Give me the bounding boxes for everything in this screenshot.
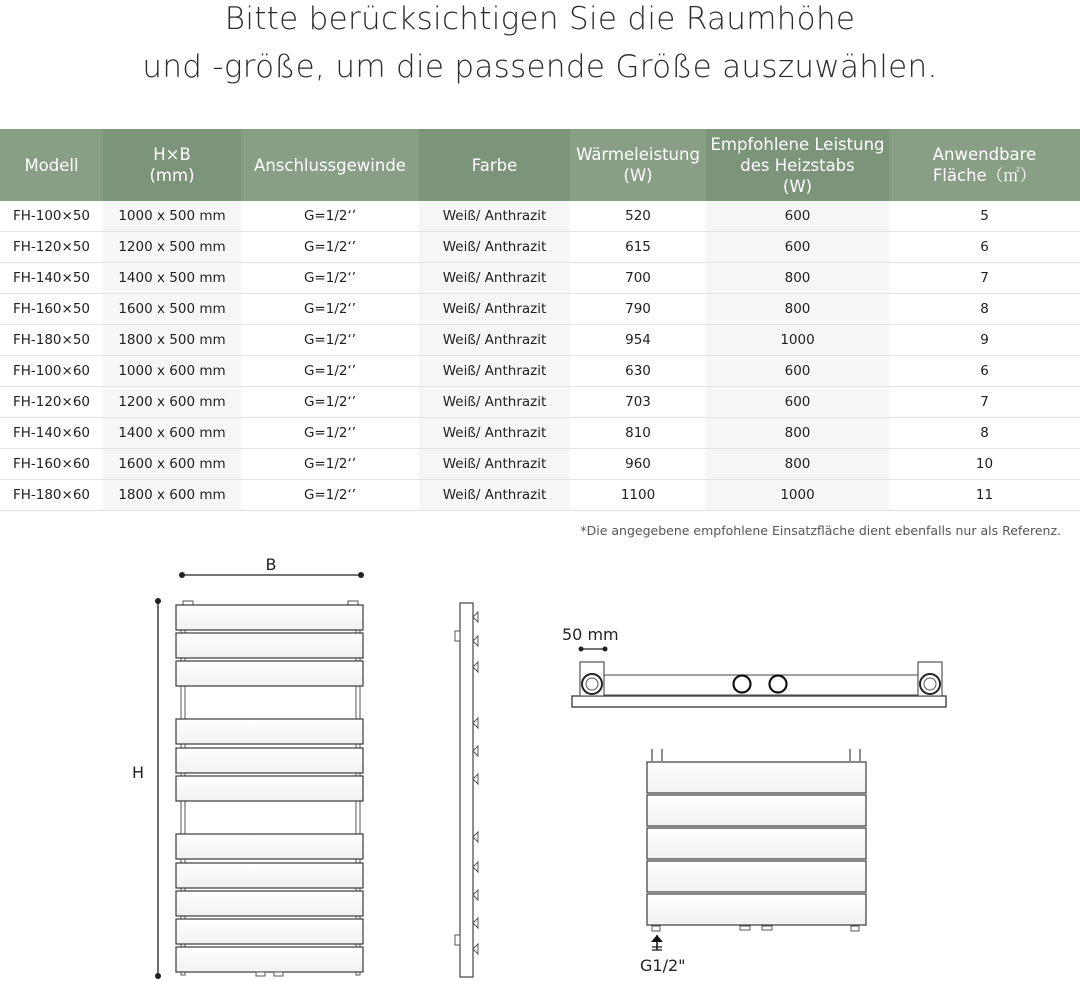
table-cell: Weiß/ Anthrazit	[419, 294, 570, 325]
table-cell: 790	[570, 294, 706, 325]
table-cell: FH-160×60	[0, 449, 103, 480]
column-header-line: (W)	[782, 176, 813, 196]
spacing-label: 50 mm	[562, 625, 619, 644]
table-cell: G=1/2‘’	[241, 449, 419, 480]
front-panel	[176, 947, 363, 972]
side-view	[455, 603, 478, 977]
column-header	[889, 129, 1080, 201]
side-bracket	[473, 918, 478, 928]
bottom-panel	[647, 828, 866, 859]
table-cell: G=1/2‘’	[241, 356, 419, 387]
side-bracket	[473, 718, 478, 728]
front-panel	[176, 891, 363, 916]
table-cell: Weiß/ Anthrazit	[419, 263, 570, 294]
table-cell: G=1/2‘’	[241, 294, 419, 325]
table-cell: 1600 x 500 mm	[103, 294, 241, 325]
table-cell: Weiß/ Anthrazit	[419, 418, 570, 449]
table-cell: 1100	[570, 480, 706, 511]
top-view	[562, 625, 946, 707]
table-row	[0, 232, 1080, 263]
table-cell: Weiß/ Anthrazit	[419, 449, 570, 480]
table-cell: 800	[706, 294, 889, 325]
column-header	[419, 129, 570, 201]
table-cell: 6	[889, 232, 1080, 263]
table-cell: 520	[570, 201, 706, 232]
table-cell: FH-100×60	[0, 356, 103, 387]
side-bracket	[473, 636, 478, 646]
table-cell: G=1/2‘’	[241, 387, 419, 418]
table-cell: G=1/2‘’	[241, 418, 419, 449]
side-bracket	[473, 944, 478, 954]
column-header-line: Fläche（㎡）	[932, 166, 1037, 185]
table-cell: 703	[570, 387, 706, 418]
front-panel	[176, 919, 363, 944]
footnote: *Die angegebene empfohlene Einsatzfläche dient ebenfalls nur als Referenz.	[580, 523, 1061, 538]
page-heading	[0, 0, 1080, 91]
table-cell: 8	[889, 418, 1080, 449]
table-row	[0, 356, 1080, 387]
column-header-line: Wärmeleistung	[576, 145, 700, 164]
table-cell: 1000	[706, 480, 889, 511]
column-header-line: (mm)	[149, 166, 195, 185]
front-view	[132, 555, 364, 979]
front-panel	[176, 776, 363, 801]
table-cell: G=1/2‘’	[241, 480, 419, 511]
front-panel	[176, 605, 363, 630]
table-cell: FH-180×60	[0, 480, 103, 511]
table-cell: 960	[570, 449, 706, 480]
column-header-line: Empfohlene Leistung	[710, 134, 885, 154]
table-header-row	[0, 129, 1080, 201]
column-header-line: des Heizstabs	[740, 155, 855, 175]
width-label: B	[265, 555, 277, 574]
table-cell: 9	[889, 325, 1080, 356]
table-cell: G=1/2‘’	[241, 325, 419, 356]
column-header	[103, 129, 241, 201]
bottom-panel	[647, 861, 866, 892]
table-row	[0, 325, 1080, 356]
column-header-line: Anwendbare	[932, 145, 1037, 164]
column-header	[0, 129, 103, 201]
table-cell: Weiß/ Anthrazit	[419, 387, 570, 418]
table-cell: Weiß/ Anthrazit	[419, 356, 570, 387]
table-cell: 7	[889, 387, 1080, 418]
table-cell: 5	[889, 201, 1080, 232]
column-header	[706, 129, 889, 201]
front-panel	[176, 719, 363, 744]
table-cell: 600	[706, 201, 889, 232]
bottom-view	[640, 749, 866, 975]
bottom-panel	[647, 894, 866, 925]
table-cell: FH-120×60	[0, 387, 103, 418]
height-label: H	[131, 763, 145, 782]
table-cell: G=1/2‘’	[241, 232, 419, 263]
table-cell: 1000	[706, 325, 889, 356]
table-cell: 810	[570, 418, 706, 449]
side-bracket	[473, 746, 478, 756]
table-cell: 8	[889, 294, 1080, 325]
table-row	[0, 449, 1080, 480]
table-cell: G=1/2‘’	[241, 263, 419, 294]
table-row	[0, 263, 1080, 294]
column-header	[570, 129, 706, 201]
bottom-panels	[647, 762, 866, 925]
table-cell: FH-140×60	[0, 418, 103, 449]
technical-drawing	[0, 545, 1080, 981]
table-cell: 1400 x 500 mm	[103, 263, 241, 294]
front-panels	[176, 605, 363, 972]
table-row	[0, 201, 1080, 232]
table-cell: 600	[706, 232, 889, 263]
side-bracket	[473, 612, 478, 622]
table-cell: FH-120×50	[0, 232, 103, 263]
table-cell: 700	[570, 263, 706, 294]
table-cell: 1600 x 600 mm	[103, 449, 241, 480]
table-cell: 615	[570, 232, 706, 263]
table-cell: 11	[889, 480, 1080, 511]
table-row	[0, 294, 1080, 325]
table-cell: 1800 x 500 mm	[103, 325, 241, 356]
table-cell: Weiß/ Anthrazit	[419, 201, 570, 232]
table-cell: Weiß/ Anthrazit	[419, 480, 570, 511]
thread-label: G1/2"	[640, 956, 686, 975]
table-cell: 800	[706, 449, 889, 480]
front-panel	[176, 633, 363, 658]
table-cell: 630	[570, 356, 706, 387]
table-cell: 1200 x 500 mm	[103, 232, 241, 263]
side-brackets	[473, 612, 478, 954]
heading-line-1: Bitte berücksichtigen Sie die Raumhöhe	[224, 1, 856, 37]
column-header-line: H×B	[153, 145, 191, 164]
column-header-line: Modell	[24, 155, 79, 175]
table-cell: 600	[706, 387, 889, 418]
table-cell: 954	[570, 325, 706, 356]
table-cell: 1000 x 500 mm	[103, 201, 241, 232]
table-cell: FH-180×50	[0, 325, 103, 356]
column-header-line: Anschlussgewinde	[254, 155, 406, 175]
column-header	[241, 129, 419, 201]
table-cell: 1800 x 600 mm	[103, 480, 241, 511]
table-body	[0, 201, 1080, 511]
column-header-line: (W)	[623, 166, 653, 185]
side-bracket	[473, 832, 478, 842]
table-cell: 600	[706, 356, 889, 387]
table-cell: Weiß/ Anthrazit	[419, 232, 570, 263]
table-row	[0, 387, 1080, 418]
front-panel	[176, 834, 363, 859]
table-cell: 800	[706, 418, 889, 449]
table-cell: FH-100×50	[0, 201, 103, 232]
table-cell: 10	[889, 449, 1080, 480]
table-cell: 1200 x 600 mm	[103, 387, 241, 418]
table-cell: 800	[706, 263, 889, 294]
table-cell: FH-160×50	[0, 294, 103, 325]
side-bracket	[473, 774, 478, 784]
front-panel	[176, 748, 363, 773]
table-row	[0, 480, 1080, 511]
table-cell: FH-140×50	[0, 263, 103, 294]
heading-line-2: und -größe, um die passende Größe auszuwählen.	[142, 49, 938, 85]
column-header-line: Farbe	[471, 155, 518, 175]
bottom-panel	[647, 795, 866, 826]
side-bracket	[473, 662, 478, 672]
table-cell: 1000 x 600 mm	[103, 356, 241, 387]
front-panel	[176, 863, 363, 888]
spec-table	[0, 129, 1080, 511]
table-cell: 7	[889, 263, 1080, 294]
side-bracket	[473, 890, 478, 900]
front-panel	[176, 661, 363, 686]
table-cell: 6	[889, 356, 1080, 387]
side-bracket	[473, 862, 478, 872]
table-cell: Weiß/ Anthrazit	[419, 325, 570, 356]
table-cell: G=1/2‘’	[241, 201, 419, 232]
table-row	[0, 418, 1080, 449]
table-cell: 1400 x 600 mm	[103, 418, 241, 449]
bottom-panel	[647, 762, 866, 793]
